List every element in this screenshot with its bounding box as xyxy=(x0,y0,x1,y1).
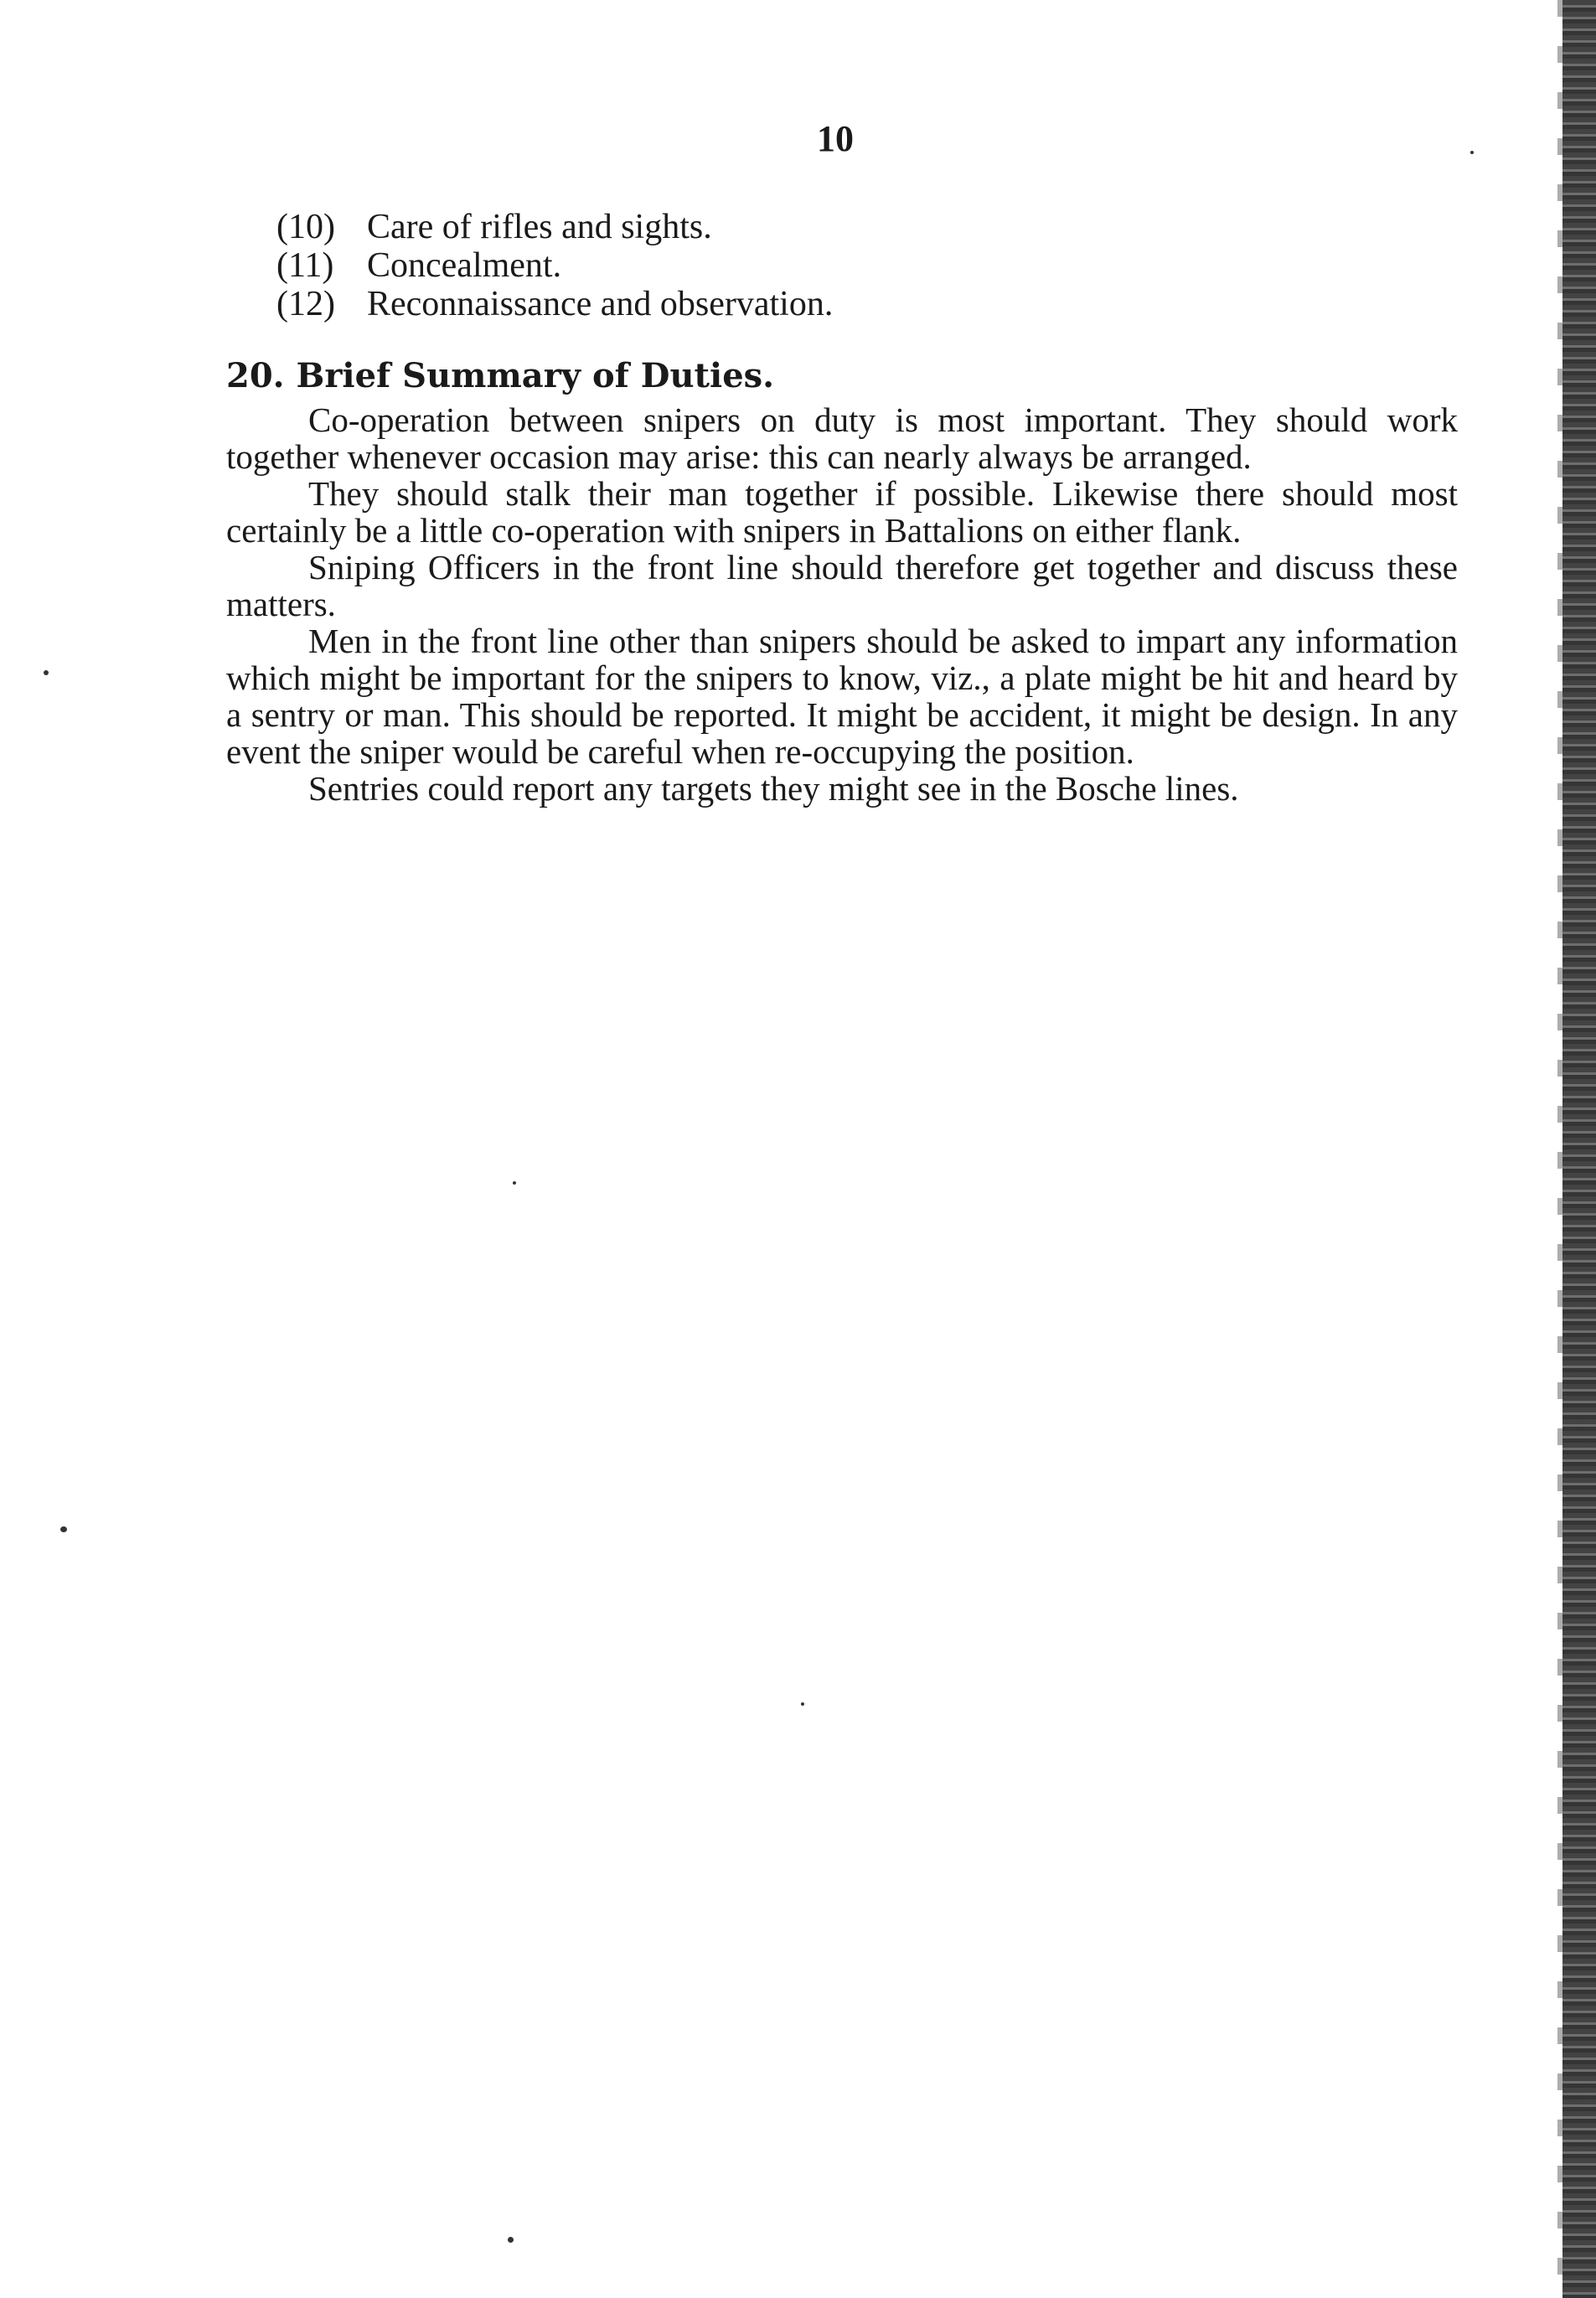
scan-speck xyxy=(513,1181,516,1185)
paragraph: Men in the front line other than snipers should be asked to impart any information which might be important for the snipers to know, viz., a plate might be hit and heard by a sentry or man. This should be reported. It might be accident, it might be design. In any event the sniper would be careful when re-occupying the position. xyxy=(226,622,1458,771)
paragraph: They should stalk their man together if possible. Likewise there should most certainly be a little co-operation with snipers in Battalions on either flank. xyxy=(226,474,1458,550)
list-item-text: Reconnaissance and observation. xyxy=(367,285,834,323)
paragraph: Sniping Officers in the front line should therefore get together and discuss these matters. xyxy=(226,548,1458,623)
scan-speck xyxy=(801,1702,804,1706)
page-binding-shadow xyxy=(1557,0,1562,2298)
list-item-number: (12) xyxy=(276,285,335,323)
scan-speck xyxy=(1470,151,1474,154)
section-summary-of-duties xyxy=(226,356,1458,807)
page-binding-edge xyxy=(1562,0,1596,2298)
list-item xyxy=(276,208,1491,246)
paragraph: Sentries could report any targets they might see in the Bosche lines. xyxy=(308,769,1239,808)
scan-speck xyxy=(44,670,49,675)
list-item-text: Concealment. xyxy=(367,246,562,285)
scan-speck xyxy=(508,2237,514,2243)
list-item-number: (10) xyxy=(276,208,335,246)
list-item xyxy=(276,285,1491,323)
list-item-text: Care of rifles and sights. xyxy=(367,208,712,246)
scan-speck xyxy=(60,1526,67,1532)
page-number: 10 xyxy=(817,118,854,159)
list-item xyxy=(276,246,1491,285)
section-heading: 20. Brief Summary of Duties. xyxy=(226,356,775,395)
paragraph: Co-operation between snipers on duty is most important. They should work together whenever occasion may arise: this can nearly always be arranged. xyxy=(226,400,1458,476)
numbered-list xyxy=(276,208,1491,323)
list-item-number: (11) xyxy=(276,246,334,285)
